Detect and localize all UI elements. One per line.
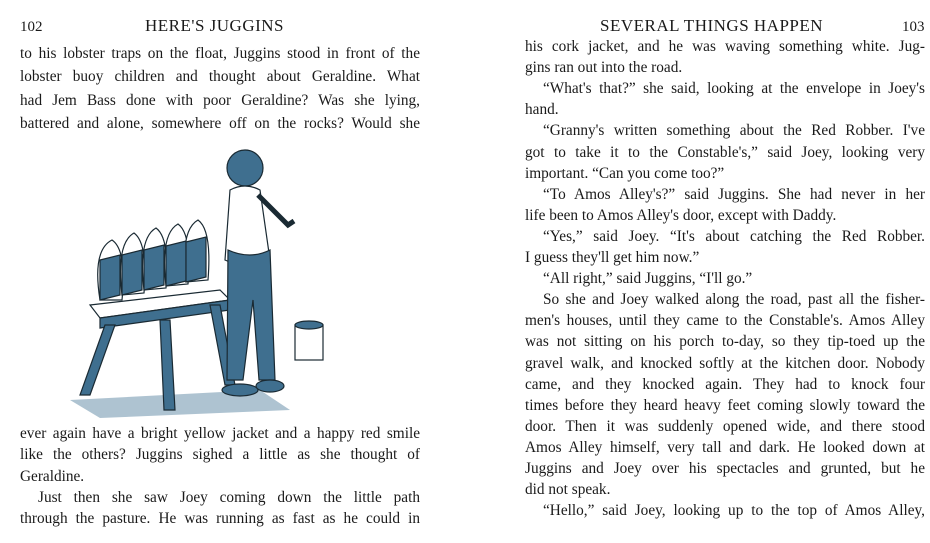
text-line: to his lobster traps on the float, Juggins stood in front of the <box>20 45 420 62</box>
text-line: lobster buoy children and thought about Geraldine. What <box>20 68 420 86</box>
page-number: 102 <box>20 19 43 35</box>
text-line: like the others? Juggins sighed a little as she thought of <box>20 446 420 464</box>
text-line: “Granny's written something about the Red Robber. I've <box>543 122 925 140</box>
sawhorse <box>80 290 235 410</box>
text-line: “What's that?” she said, looking at the envelope in Joey's <box>543 80 925 98</box>
page-number: 103 <box>902 19 925 35</box>
running-head: SEVERAL THINGS HAPPEN <box>600 16 824 35</box>
illustration-girl-painting-buoys <box>60 140 350 420</box>
text-line: “Hello,” said Joey, looking up to the top of Amos Alley, <box>543 502 925 520</box>
text-line: life been to Amos Alley's door, except with Daddy. <box>525 206 837 224</box>
text-line: Juggins and Joey over his spectacles and grunted, but he <box>525 460 925 477</box>
text-line: I guess they'll get him now.” <box>525 249 700 266</box>
text-line: “All right,” said Juggins, “I'll go.” <box>543 270 753 288</box>
text-line: Geraldine. <box>20 467 85 485</box>
text-line: had Jem Bass done with poor Geraldine? Was she lying, <box>20 91 420 109</box>
text-line: gins ran out into the road. <box>525 59 683 77</box>
text-line: gravel walk, and knocked softly at the kitchen door. Nobody <box>525 354 925 372</box>
text-line: Amos Alley himself, very tall and dark. He looked down at <box>525 438 925 456</box>
text-line: got to take it to the Constable's,” said Joey, looking very <box>525 143 925 161</box>
text-line: men's houses, until they came to the Constable's. Amos Alley <box>525 312 925 330</box>
text-line: was not sitting on his porch to-day, so they tip-toed up the <box>525 333 925 351</box>
girl <box>222 150 294 396</box>
paint-can <box>295 321 323 360</box>
text-line: So she and Joey walked along the road, past all the fisher- <box>543 291 925 309</box>
text-line: Just then she saw Joey coming down the little path <box>38 488 420 506</box>
text-line: “To Amos Alley's?” said Juggins. She had never in her <box>543 185 925 203</box>
lobster-buoys <box>98 220 209 300</box>
text-line: came, and they knocked again. They had to knock four <box>525 375 925 393</box>
text-line: times before they heard heavy feet coming slowly toward the <box>525 396 925 414</box>
text-line: through the pasture. He was running as fast as he could in <box>20 510 420 528</box>
text-line: his cork jacket, and he was waving something white. Jug- <box>525 38 925 55</box>
text-line: hand. <box>525 101 559 119</box>
text-line: did not speak. <box>525 481 611 499</box>
text-line: important. “Can you come too?” <box>525 164 725 182</box>
running-head: HERE'S JUGGINS <box>145 16 284 35</box>
right-page <box>465 0 930 543</box>
text-line: door. Then it was suddenly opened wide, and there stood <box>525 417 925 435</box>
text-line: ever again have a bright yellow jacket and a happy red smile <box>20 425 420 442</box>
text-line: “Yes,” said Joey. “It's about catching the Red Robber. <box>543 227 925 245</box>
text-line: battered and alone, somewhere off on the rocks? Would she <box>20 114 420 132</box>
